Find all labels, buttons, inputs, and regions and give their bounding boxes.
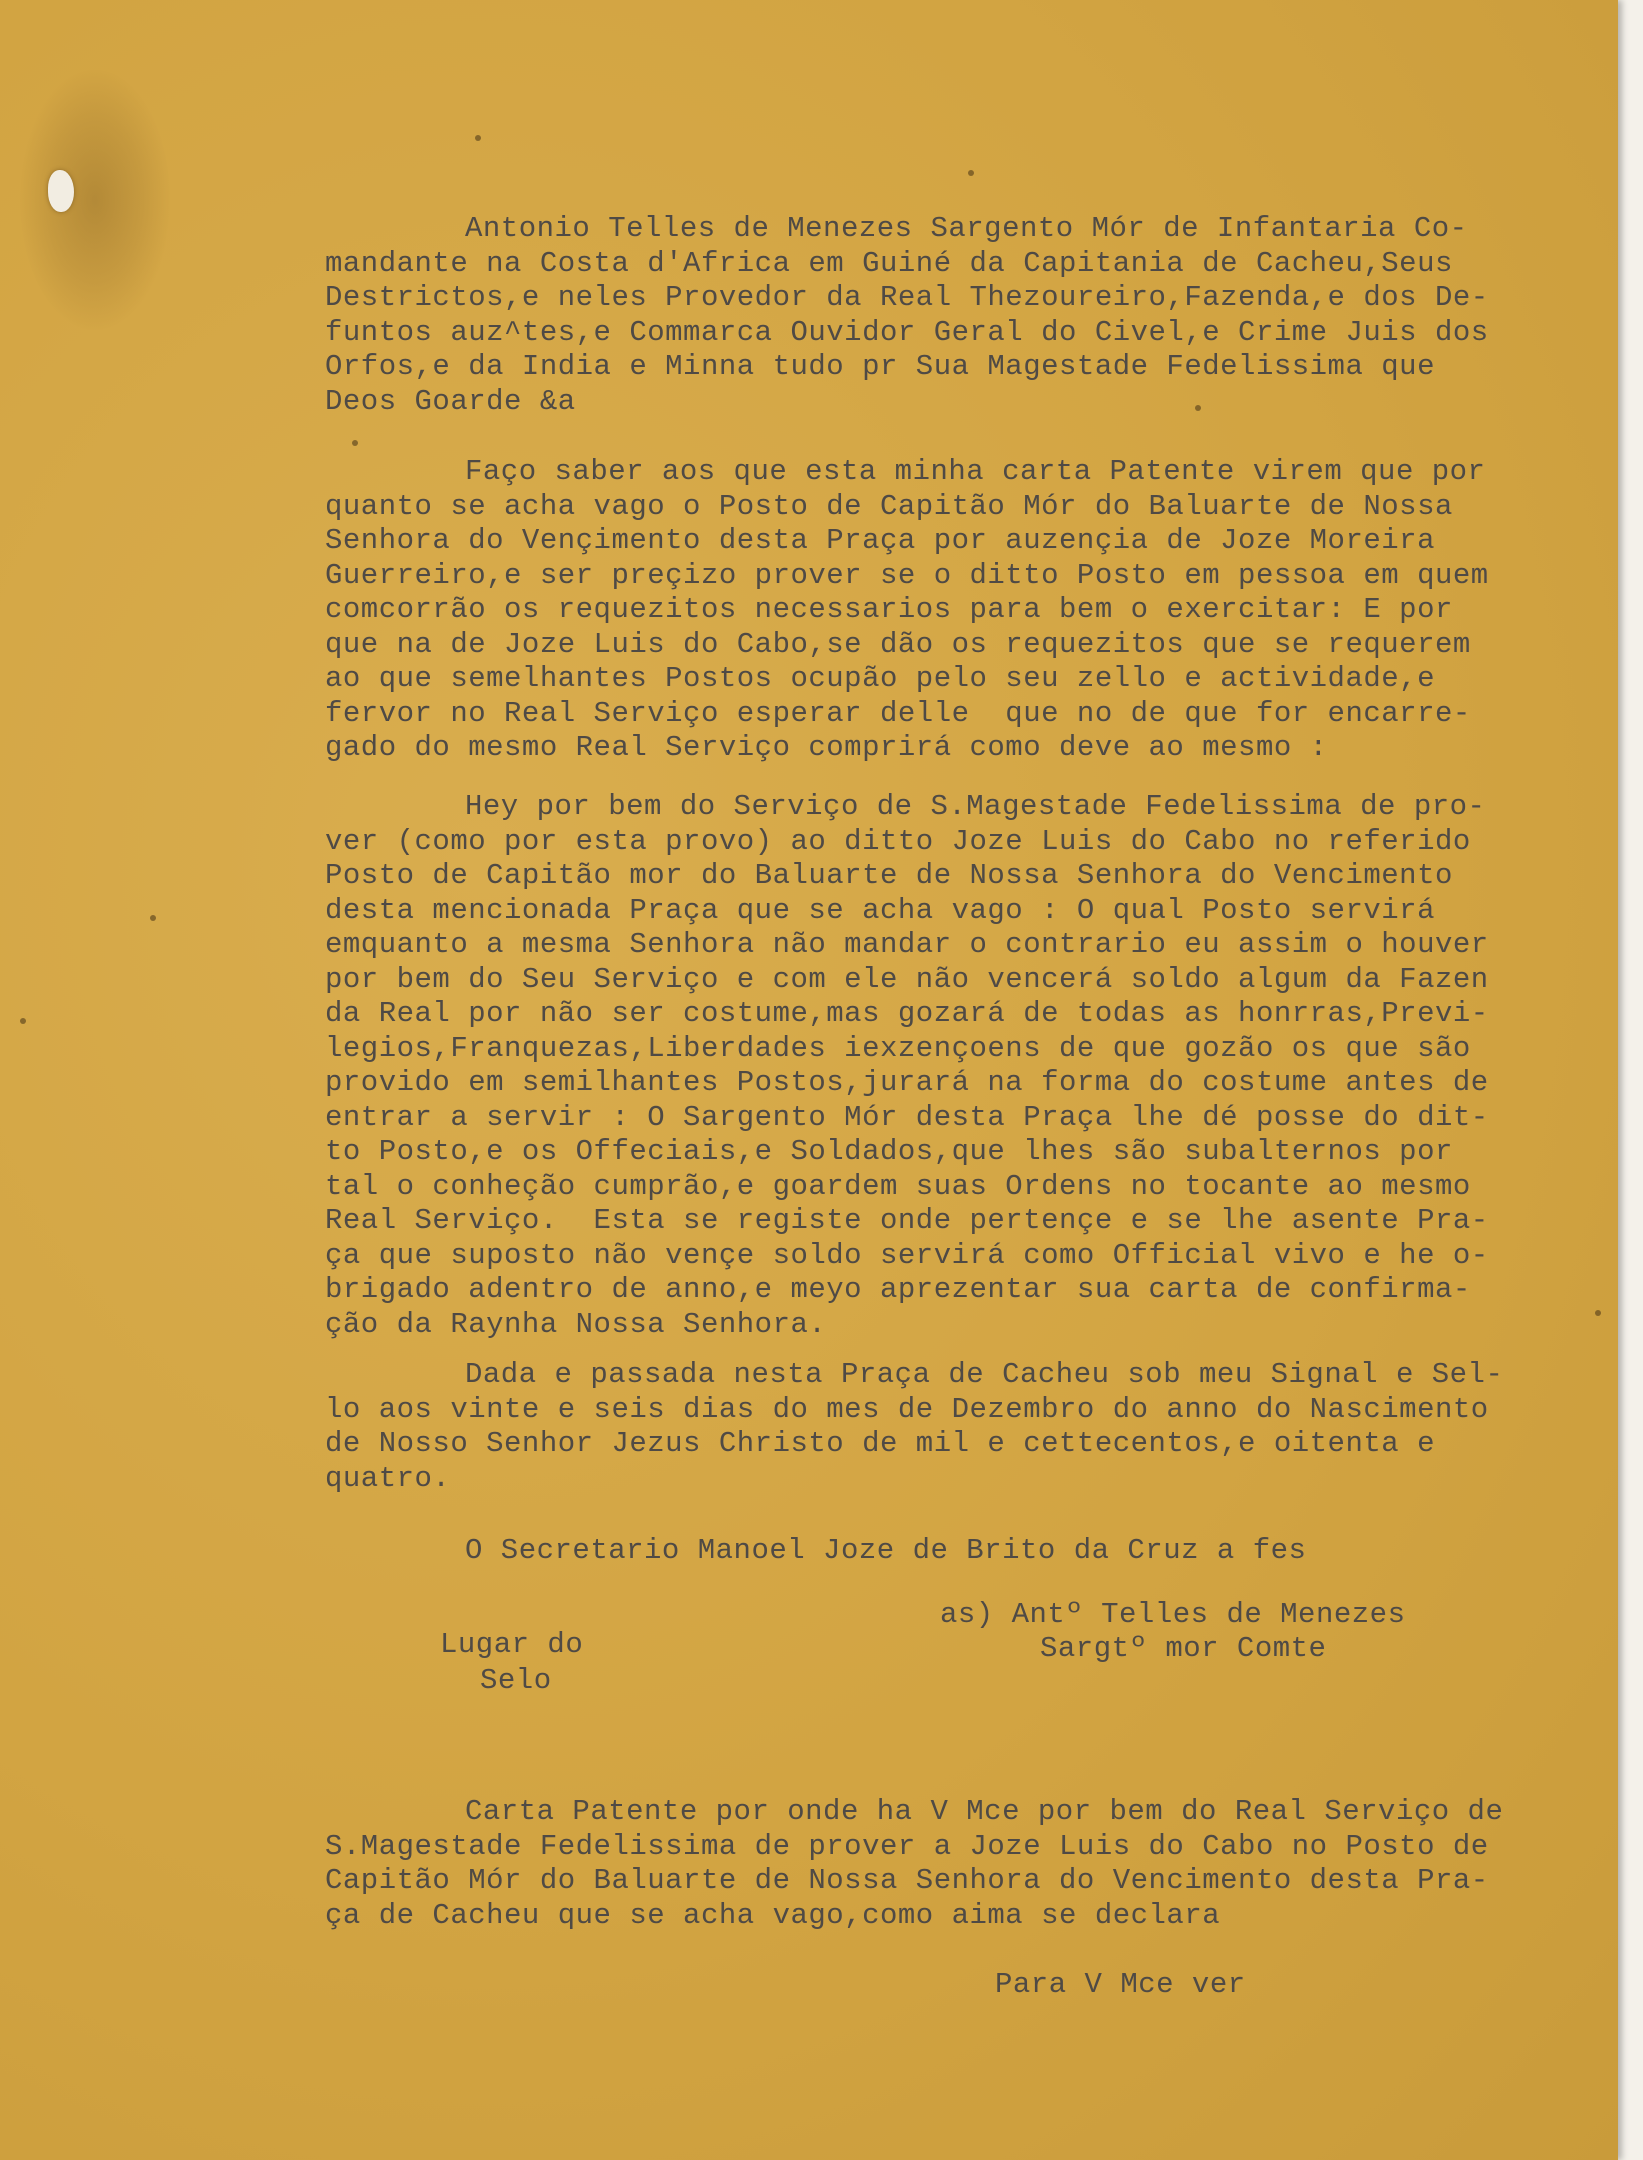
paragraph-line: de Nosso Senhor Jezus Christo de mil e cettecentos,e oitenta e: [325, 1427, 1435, 1460]
paragraph-3: [325, 1358, 1610, 1496]
paragraph-line: Real Serviço. Esta se registe onde pertençe e se lhe asente Pra-: [325, 1204, 1489, 1237]
paragraph-2: [325, 790, 1610, 1342]
paragraph-line: to Posto,e os Offeciais,e Soldados,que lhes são subalternos por: [325, 1135, 1453, 1168]
water-stain: [20, 70, 170, 330]
paragraph-line: Faço saber aos que esta minha carta Patente virem que por: [465, 455, 1486, 488]
paragraph-line: da Real por não ser costume,mas gozará de todas as honrras,Previ-: [325, 997, 1489, 1030]
paragraph-line: Dada e passada nesta Praça de Cacheu sob meu Signal e Sel-: [465, 1358, 1504, 1391]
secretary-line: O Secretario Manoel Joze de Brito da Cruz a fes: [465, 1534, 1307, 1567]
closing-paragraph: [325, 1795, 1610, 1933]
paragraph-line: por bem do Seu Serviço e com ele não vencerá soldo algum da Fazen: [325, 962, 1489, 996]
ink-speck: [20, 1018, 26, 1024]
paragraph-line: ver (como por esta provo) ao ditto Joze Luis do Cabo no referido: [325, 824, 1471, 858]
paragraph-line: comcorrão os requezitos necessarios para bem o exercitar: E por: [325, 593, 1453, 626]
ink-speck: [352, 440, 358, 446]
seal-label-2: Selo: [480, 1664, 552, 1697]
paragraph-line: gado do mesmo Real Serviço comprirá como deve ao mesmo :: [325, 731, 1328, 764]
signature-line-2: Sargtº mor Comte: [1040, 1632, 1327, 1665]
paragraph-line: quatro.: [325, 1461, 451, 1495]
paragraph-line: Hey por bem do Serviço de S.Magestade Fedelissima de pro-: [465, 790, 1486, 823]
paragraph-line: provido em semilhantes Postos,jurará na forma do costume antes de: [325, 1066, 1489, 1099]
seal-label-1: Lugar do: [440, 1628, 584, 1661]
closing-line: S.Magestade Fedelissima de prover a Joze Luis do Cabo no Posto de: [325, 1829, 1489, 1863]
paragraph-line: desta mencionada Praça que se acha vago : O qual Posto servirá: [325, 893, 1435, 927]
signature-line-1: as) Antº Telles de Menezes: [940, 1598, 1406, 1631]
heading-line: Deos Goarde &a: [325, 384, 576, 418]
closing-line: Capitão Mór do Baluarte de Nossa Senhora do Vencimento desta Pra-: [325, 1864, 1489, 1897]
ink-speck: [150, 915, 156, 921]
para-ver-line: Para V Mce ver: [995, 1968, 1246, 2001]
paragraph-line: emquanto a mesma Senhora não mandar o contrario eu assim o houver: [325, 928, 1489, 961]
paragraph-line: Guerreiro,e ser preçizo prover se o ditto Posto em pessoa em quem: [325, 558, 1489, 592]
heading-block: [325, 212, 1610, 419]
paragraph-line: fervor no Real Serviço esperar delle que no de que for encarre-: [325, 696, 1471, 730]
paper-hole: [48, 170, 74, 212]
paragraph-line: legios,Franquezas,Liberdades iexzençoens de que gozão os que são: [325, 1031, 1471, 1065]
heading-line: Destrictos,e neles Provedor da Real Thezoureiro,Fazenda,e dos De-: [325, 281, 1489, 314]
heading-line: Antonio Telles de Menezes Sargento Mór de Infantaria Co-: [465, 212, 1468, 245]
closing-line: Carta Patente por onde ha V Mce por bem do Real Serviço de: [465, 1795, 1504, 1828]
paragraph-1: [325, 455, 1610, 766]
paragraph-line: Senhora do Vençimento desta Praça por auzençia de Joze Moreira: [325, 524, 1435, 557]
heading-line: mandante na Costa d'Africa em Guiné da Capitania de Cacheu,Seus: [325, 246, 1453, 280]
paragraph-line: quanto se acha vago o Posto de Capitão Mór do Baluarte de Nossa: [325, 489, 1453, 523]
ink-speck: [968, 170, 974, 176]
paragraph-line: entrar a servir : O Sargento Mór desta Praça lhe dé posse do dit-: [325, 1100, 1489, 1134]
closing-line: ça de Cacheu que se acha vago,como aima se declara: [325, 1898, 1221, 1932]
paragraph-line: ao que semelhantes Postos ocupão pelo seu zello e actividade,e: [325, 662, 1435, 695]
paragraph-line: Posto de Capitão mor do Baluarte de Nossa Senhora do Vencimento: [325, 859, 1453, 892]
paragraph-line: lo aos vinte e seis dias do mes de Dezembro do anno do Nascimento: [325, 1392, 1489, 1426]
heading-line: Orfos,e da India e Minna tudo pr Sua Magestade Fedelissima que: [325, 350, 1435, 383]
paragraph-line: que na de Joze Luis do Cabo,se dão os requezitos que se requerem: [325, 627, 1471, 661]
paragraph-line: brigado adentro de anno,e meyo aprezentar sua carta de confirma-: [325, 1273, 1471, 1306]
paragraph-line: ça que suposto não vençe soldo servirá como Official vivo e he o-: [325, 1238, 1489, 1272]
heading-line: funtos auz^tes,e Commarca Ouvidor Geral do Civel,e Crime Juis dos: [325, 315, 1489, 349]
paragraph-line: tal o conheção cumprão,e goardem suas Ordens no tocante ao mesmo: [325, 1169, 1471, 1203]
paragraph-line: ção da Raynha Nossa Senhora.: [325, 1307, 827, 1341]
ink-speck: [475, 135, 481, 141]
